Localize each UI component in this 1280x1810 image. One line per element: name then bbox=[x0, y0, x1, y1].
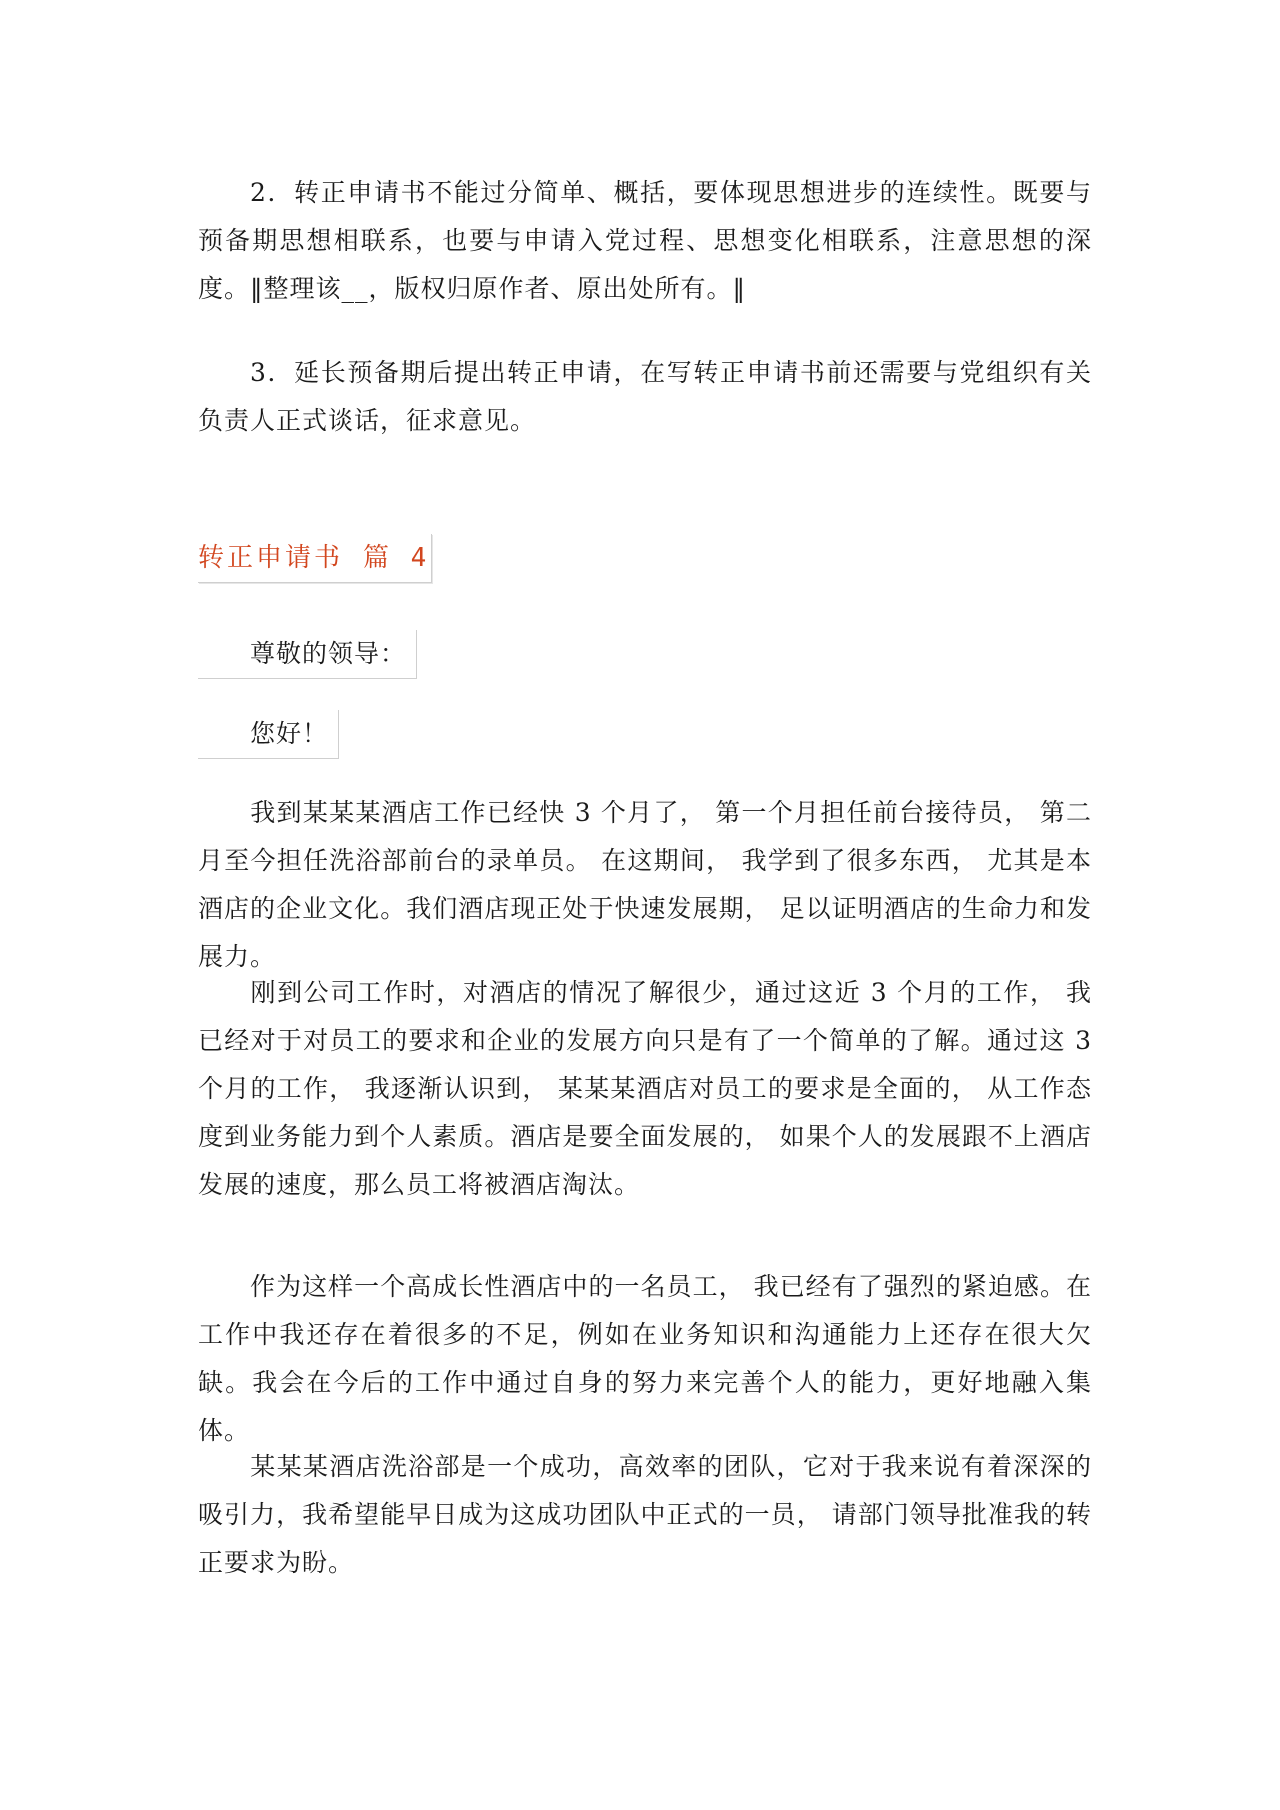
body-paragraph-2 bbox=[198, 969, 1092, 1209]
section-title: 转正申请书 bbox=[198, 543, 344, 573]
paragraph-text: 某某某酒店洗浴部是一个成功，高效率的团队，它对于我来说有着深深的吸引力，我希望能早日成为这成功团队中正式的一员， 请部门领导批准我的转正要求为盼。 bbox=[198, 1452, 1092, 1577]
salutation bbox=[198, 630, 417, 679]
body-paragraph-3 bbox=[198, 1263, 1092, 1455]
section-heading bbox=[198, 534, 432, 583]
salutation-text: 尊敬的领导： bbox=[250, 639, 407, 668]
paragraph-text: 刚到公司工作时，对酒店的情况了解很少，通过这近 3 个月的工作， 我已经对于对员工的要求和企业的发展方向只是有了一个简单的了解。通过这 3 个月的工作， 我逐渐认识到， 某某某酒店对员工的要求是全面的， 从工作态度到业务能力到个人素质。酒店是要全面发展的， 如果个人的发展跟不上酒店发展的速度，那么员工将被酒店淘汰。 bbox=[198, 978, 1092, 1199]
greeting-text: 您好！ bbox=[250, 719, 329, 748]
paragraph-text: 我到某某某酒店工作已经快 3 个月了， 第一个月担任前台接待员， 第二月至今担任洗浴部前台的录单员。 在这期间， 我学到了很多东西， 尤其是本酒店的企业文化。我们酒店现正处于快速发展期， 足以证明酒店的生命力和发展力。 bbox=[198, 798, 1092, 971]
body-paragraph-4 bbox=[198, 1443, 1092, 1587]
greeting bbox=[198, 710, 339, 759]
body-paragraph-1 bbox=[198, 789, 1092, 981]
paragraph-note-3 bbox=[198, 349, 1092, 445]
paragraph-text: 3．延长预备期后提出转正申请，在写转正申请书前还需要与党组织有关负责人正式谈话，征求意见。 bbox=[198, 358, 1092, 435]
section-number: 篇 4 bbox=[363, 543, 430, 573]
paragraph-text: 作为这样一个高成长性酒店中的一名员工， 我已经有了强烈的紧迫感。在工作中我还存在着很多的不足，例如在业务知识和沟通能力上还存在很大欠缺。我会在今后的工作中通过自身的努力来完善个人的能力，更好地融入集体。 bbox=[198, 1272, 1092, 1445]
paragraph-text: 2．转正申请书不能过分简单、概括，要体现思想进步的连续性。既要与预备期思想相联系，也要与申请入党过程、思想变化相联系，注意思想的深度。‖整理该__，版权归原作者、原出处所有。‖ bbox=[198, 178, 1092, 303]
paragraph-note-2 bbox=[198, 169, 1092, 313]
